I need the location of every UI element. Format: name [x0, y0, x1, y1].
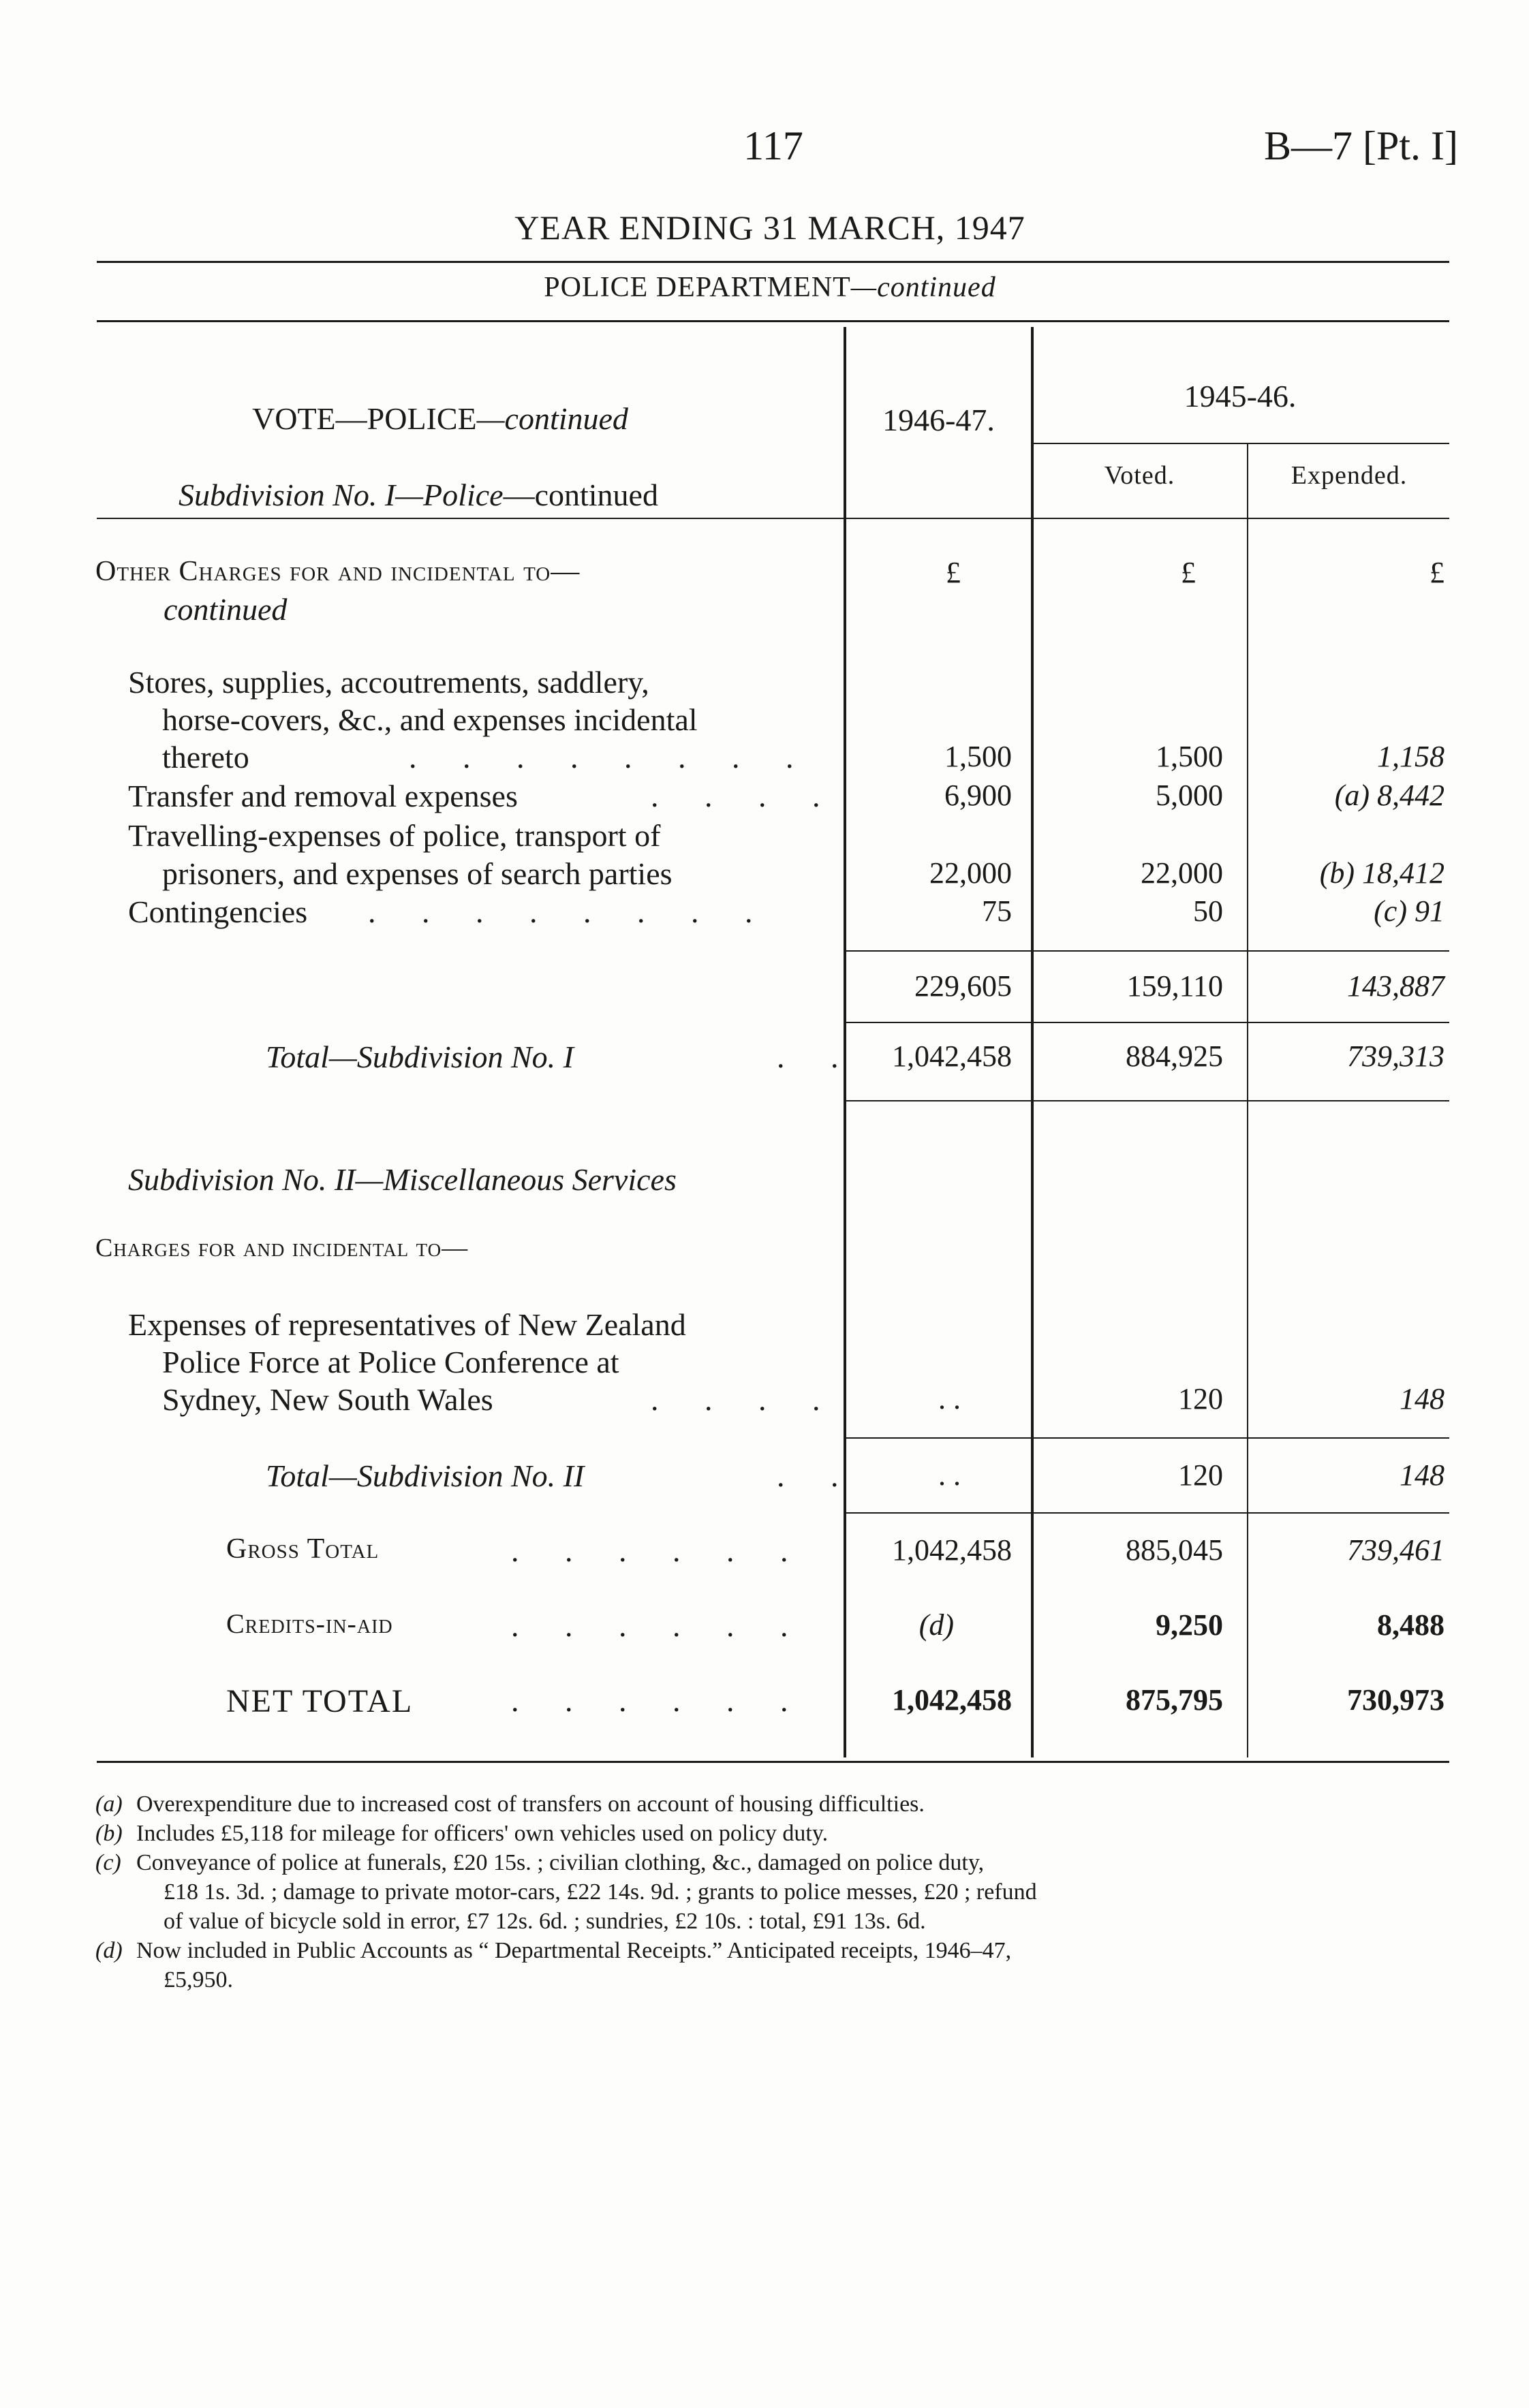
subtotal-rule [845, 950, 1449, 952]
row-expended-amount: 1,158 [1377, 740, 1445, 773]
table-head-rule [97, 518, 1449, 519]
row-value-1946-47: 1,500 [944, 740, 1012, 773]
total-subdivision-one-dots: . . [777, 1039, 858, 1074]
row-leader-dots: . . . . . . . . [368, 894, 772, 929]
row-value-expended [1254, 778, 1445, 813]
total-two-bottom-rule [845, 1512, 1449, 1514]
footnote-line: Overexpenditure due to increased cost of transfers on account of housing difficulties. [136, 1792, 925, 1817]
currency-1946-47: £ [946, 556, 961, 589]
item-value-voted: 120 [1178, 1382, 1223, 1416]
gross-total-dots: . . . . . . [511, 1533, 807, 1568]
row-leader-dots: . . . . . . . . [409, 740, 813, 775]
row-value-voted: 1,500 [1156, 740, 1223, 773]
row-leader-dots: . . . . [651, 779, 839, 813]
charges-heading: Charges for and incidental to— [95, 1234, 469, 1262]
row-label-line: Travelling-expenses of police, transport of [128, 818, 661, 853]
subdivision-one-text: Subdivision No. I—Police [179, 478, 504, 512]
net-total-voted: 875,795 [1126, 1683, 1223, 1717]
item-value-1946-47: . . [938, 1382, 961, 1416]
item-value-expended: 148 [1400, 1382, 1445, 1416]
vote-title-text: VOTE—POLICE [252, 401, 477, 436]
page-number: 117 [743, 123, 803, 168]
vote-title-continued: —continued [476, 401, 628, 436]
row-expended-amount: 8,442 [1377, 779, 1445, 812]
currency-expended: £ [1430, 556, 1445, 589]
currency-voted: £ [1181, 556, 1196, 589]
row-label-line: Transfer and removal expenses [128, 779, 518, 813]
department-name: POLICE DEPARTMENT [544, 272, 851, 303]
other-charges-continued: continued [164, 592, 288, 627]
credits-in-aid-dots: . . . . . . [511, 1608, 807, 1643]
subdivision-one-continued: —continued [503, 478, 658, 512]
row-label-line: Contingencies [128, 894, 308, 929]
item-leader-dots: . . . . [651, 1382, 839, 1417]
item-label-line: Expenses of representatives of New Zealand [128, 1307, 686, 1342]
total-two-voted: 120 [1178, 1458, 1223, 1492]
footnote-line: £5,950. [164, 1967, 233, 1992]
footnote-line: Includes £5,118 for mileage for officers' own vehicles used on policy duty. [136, 1821, 829, 1846]
total-one-bottom-rule [845, 1100, 1449, 1101]
row-value-voted: 50 [1193, 894, 1223, 928]
footnote-line: Conveyance of police at funerals, £20 15s. ; civilian clothing, &c., damaged on police duty, [136, 1850, 985, 1875]
footnote-line: of value of bicycle sold in error, £7 12s. 6d. ; sundries, £2 10s. : total, £91 13s. 6d. [164, 1909, 926, 1934]
credits-1946-47: (d) [918, 1608, 954, 1642]
total-one-1946-47: 1,042,458 [892, 1039, 1012, 1073]
gross-total-label: Gross Total [226, 1533, 380, 1565]
total-subdivision-two-dots: . . [777, 1458, 858, 1493]
row-label-line: thereto [162, 740, 249, 775]
subdivision-one-title [179, 477, 658, 513]
total-subdivision-two-label: Total—Subdivision No. II [266, 1458, 585, 1493]
subtotal-bottom-rule [845, 1022, 1449, 1023]
row-value-voted: 22,000 [1141, 856, 1223, 890]
row-expended-amount: 18,412 [1362, 856, 1445, 890]
title-rule [97, 261, 1449, 263]
item-label-line: Police Force at Police Conference at [162, 1345, 619, 1379]
net-total-dots: . . . . . . [511, 1683, 807, 1718]
department-title [409, 271, 1131, 304]
footnote-mark: (b) [95, 1821, 123, 1846]
column-header-expended: Expended. [1291, 461, 1408, 490]
column-rule-2 [1031, 327, 1034, 1757]
credits-in-aid-label: Credits-in-aid [226, 1608, 393, 1639]
row-note: (c) [1374, 894, 1407, 928]
subdivision-two-rule [845, 1437, 1449, 1439]
row-value-expended [1254, 739, 1445, 774]
subtotal-voted: 159,110 [1126, 969, 1223, 1003]
row-label-line: Stores, supplies, accoutrements, saddlery, [128, 665, 649, 700]
column-header-1945-46: 1945-46. [1184, 379, 1297, 413]
total-two-expended: 148 [1400, 1458, 1445, 1492]
row-note: (a) [1334, 779, 1370, 812]
gross-total-1946-47: 1,042,458 [892, 1533, 1012, 1567]
row-value-1946-47: 6,900 [944, 779, 1012, 812]
footnote-line: £18 1s. 3d. ; damage to private motor-cars, £22 14s. 9d. ; grants to police messes, £20 ; refund [164, 1879, 1037, 1905]
credits-expended: 8,488 [1377, 1608, 1445, 1642]
column-header-1946-47: 1946-47. [882, 403, 995, 437]
year-group-rule [1034, 443, 1449, 444]
total-subdivision-one-label: Total—Subdivision No. I [266, 1039, 574, 1074]
row-note: (b) [1319, 856, 1355, 890]
net-total-1946-47: 1,042,458 [892, 1683, 1012, 1717]
credits-voted: 9,250 [1156, 1608, 1223, 1642]
total-two-1946-47: . . [938, 1458, 961, 1492]
row-label-line: prisoners, and expenses of search parties [162, 856, 673, 891]
vote-title [252, 401, 628, 437]
footnote-mark: (c) [95, 1850, 121, 1875]
footnote-mark: (d) [95, 1938, 123, 1963]
total-one-voted: 884,925 [1126, 1039, 1223, 1073]
row-value-expended [1254, 894, 1445, 928]
column-header-voted: Voted. [1104, 461, 1175, 490]
footnote-line: Now included in Public Accounts as “ Departmental Receipts.” Anticipated receipts, 1946–47, [136, 1938, 1012, 1963]
row-value-1946-47: 22,000 [929, 856, 1012, 890]
item-label-line: Sydney, New South Wales [162, 1382, 493, 1417]
net-total-label: NET TOTAL [226, 1683, 414, 1719]
footnote-mark: (a) [95, 1792, 123, 1817]
table-top-rule [97, 320, 1449, 322]
table-bottom-rule [97, 1761, 1449, 1763]
row-value-voted: 5,000 [1156, 779, 1223, 812]
total-one-expended: 739,313 [1347, 1039, 1445, 1073]
subdivision-two-title: Subdivision No. II—Miscellaneous Services [128, 1162, 677, 1197]
department-continued: —continued [850, 272, 996, 303]
gross-total-expended: 739,461 [1347, 1533, 1445, 1567]
gross-total-voted: 885,045 [1126, 1533, 1223, 1567]
subtotal-1946-47: 229,605 [914, 969, 1012, 1003]
net-total-expended: 730,973 [1347, 1683, 1445, 1717]
row-expended-amount: 91 [1415, 894, 1445, 928]
row-value-expended [1254, 856, 1445, 890]
other-charges-heading: Other Charges for and incidental to— [95, 556, 581, 587]
document-reference: B—7 [Pt. I] [1264, 123, 1458, 168]
row-value-1946-47: 75 [982, 894, 1012, 928]
subtotal-expended: 143,887 [1347, 969, 1445, 1003]
row-label-line: horse-covers, &c., and expenses incidental [162, 702, 698, 737]
year-title: YEAR ENDING 31 MARCH, 1947 [514, 208, 1025, 247]
